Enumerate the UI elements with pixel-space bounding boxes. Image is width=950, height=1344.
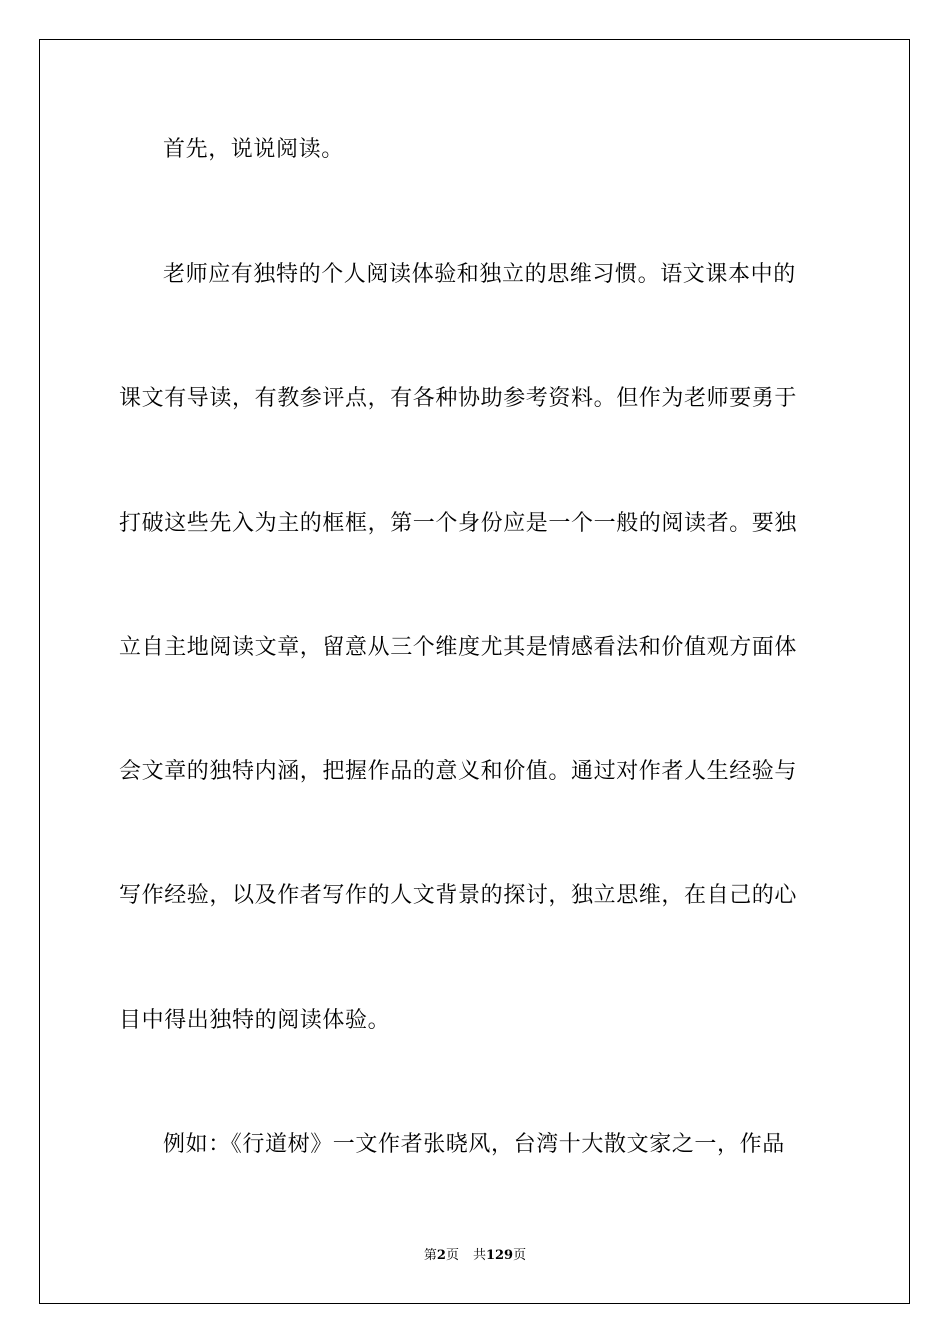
- paragraph-line-4: 打破这些先入为主的框框，第一个身份应是一个一般的阅读者。要独: [119, 511, 798, 536]
- paragraph-line-7: 写作经验，以及作者写作的人文背景的探讨，独立思维，在自己的心: [119, 883, 798, 908]
- total-prefix: 共: [472, 1248, 486, 1263]
- page-number: 2: [436, 1248, 446, 1263]
- page-prefix: 第: [423, 1248, 437, 1263]
- page-suffix: 页: [445, 1248, 459, 1263]
- paragraph-line-1: 首先，说说阅读。: [163, 137, 344, 162]
- paragraph-line-3: 课文有导读，有教参评点，有各种协助参考资料。但作为老师要勇于: [119, 386, 798, 411]
- page-footer: [0, 1247, 950, 1265]
- paragraph-line-6: 会文章的独特内涵，把握作品的意义和价值。通过对作者人生经验与: [119, 759, 798, 784]
- paragraph-line-2: 老师应有独特的个人阅读体验和独立的思维习惯。语文课本中的: [163, 262, 796, 287]
- paragraph-line-5: 立自主地阅读文章，留意从三个维度尤其是情感看法和价值观方面体: [119, 635, 798, 660]
- page-border: [39, 39, 910, 1304]
- total-suffix: 页: [513, 1248, 527, 1263]
- paragraph-line-9: 例如：《行道树》一文作者张晓风，台湾十大散文家之一，作品: [163, 1132, 785, 1157]
- paragraph-line-8: 目中得出独特的阅读体验。: [119, 1008, 391, 1033]
- total-pages: 129: [485, 1248, 514, 1263]
